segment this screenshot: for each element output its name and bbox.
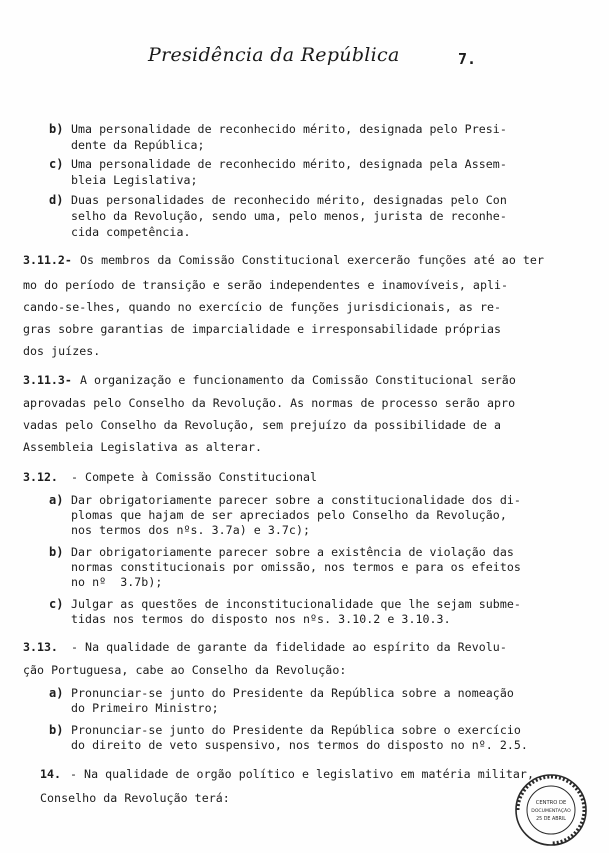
stamp-line-2: DOCUMENTAÇÃO [531,809,571,814]
text-line: plomas que hajam de ser apreciados pelo Conselho da Revolução, [71,508,507,522]
text-line: Assembleia Legislativa as alterar. [23,440,263,454]
item-label-b: b) [49,723,64,737]
text-line: do Primeiro Ministro; [71,701,219,715]
text-line: Julgar as questões de inconstitucionalidade que lhe sejam subme- [71,597,521,611]
text-line: bleia Legislativa; [71,173,198,187]
letterhead: Presidência da República [148,44,400,66]
text-line: Conselho da Revolução terá: [40,791,230,805]
text-line: cando-se-lhes, quando no exercício de funções jurisdicionais, as re- [23,300,502,314]
item-label-b: b) [49,545,64,559]
text-line: Pronunciar-se junto do Presidente da República sobre a nomeação [71,686,514,700]
text-line: - Na qualidade de garante da fidelidade ao espírito da Revolu- [71,640,507,654]
section-number-14: 14. [40,767,61,781]
text-line: dente da República; [71,138,205,152]
text-line: vadas pelo Conselho da Revolução, sem prejuízo da possibilidade de a [23,418,502,432]
text-line: aprovadas pelo Conselho da Revolução. As normas de processo serão apro [23,396,516,410]
text-line: Duas personalidades de reconhecido mérito, designadas pelo Con [71,193,507,207]
section-number-3-11-2: 3.11.2- [23,253,72,267]
item-label-d: d) [49,193,64,207]
section-heading: - Compete à Comissão Constitucional [71,470,318,484]
text-line: dos juízes. [23,344,101,358]
page-header [0,44,609,74]
text-line: cida competência. [71,225,191,239]
text-line: Os membros da Comissão Constitucional exercerão funções até ao ter [80,253,544,267]
text-line: Uma personalidade de reconhecido mérito, designada pela Assem- [71,157,507,171]
text-line: normas constitucionais por omissão, nos termos e para os efeitos [71,560,521,574]
item-label-c: c) [49,157,64,171]
text-line: - Na qualidade de orgão político e legislativo em matéria militar, [70,767,534,781]
text-line: mo do período de transição e serão independentes e inamovíveis, apli- [23,278,509,292]
text-line: Pronunciar-se junto do Presidente da República sobre o exercício [71,723,521,737]
section-number-3-11-3: 3.11.3- [23,373,72,387]
text-line: ção Portuguesa, cabe ao Conselho da Revolução: [23,663,347,677]
text-line: A organização e funcionamento da Comissão Constitucional serão [80,373,516,387]
section-number-3-13: 3.13. [23,640,58,654]
item-label-a: a) [49,493,64,507]
text-line: Dar obrigatoriamente parecer sobre a existência de violação das [71,545,514,559]
text-line: nos termos dos nºs. 3.7a) e 3.7c); [71,523,311,537]
text-line: tidas nos termos do disposto nos nºs. 3.10.2 e 3.10.3. [71,612,451,626]
stamp-line-1: CENTRO DE [535,800,567,806]
text-line: Dar obrigatoriamente parecer sobre a constitucionalidade dos di- [71,493,521,507]
page-number: 7. [458,50,477,68]
text-line: selho da Revolução, sendo uma, pelo menos, jurista de reconhe- [71,209,507,223]
archive-stamp [513,772,589,848]
text-line: gras sobre garantias de imparcialidade e irresponsabilidade próprias [23,322,502,336]
stamp-line-3: 25 DE ABRIL [536,817,566,822]
item-label-c: c) [49,597,64,611]
text-line: no nº 3.7b); [71,575,163,589]
section-number-3-12: 3.12. [23,470,58,484]
text-line: do direito de veto suspensivo, nos termos do disposto no nº. 2.5. [71,738,528,752]
item-label-a: a) [49,686,64,700]
text-line: Uma personalidade de reconhecido mérito, designada pelo Presi- [71,122,507,136]
item-label-b: b) [49,122,64,136]
